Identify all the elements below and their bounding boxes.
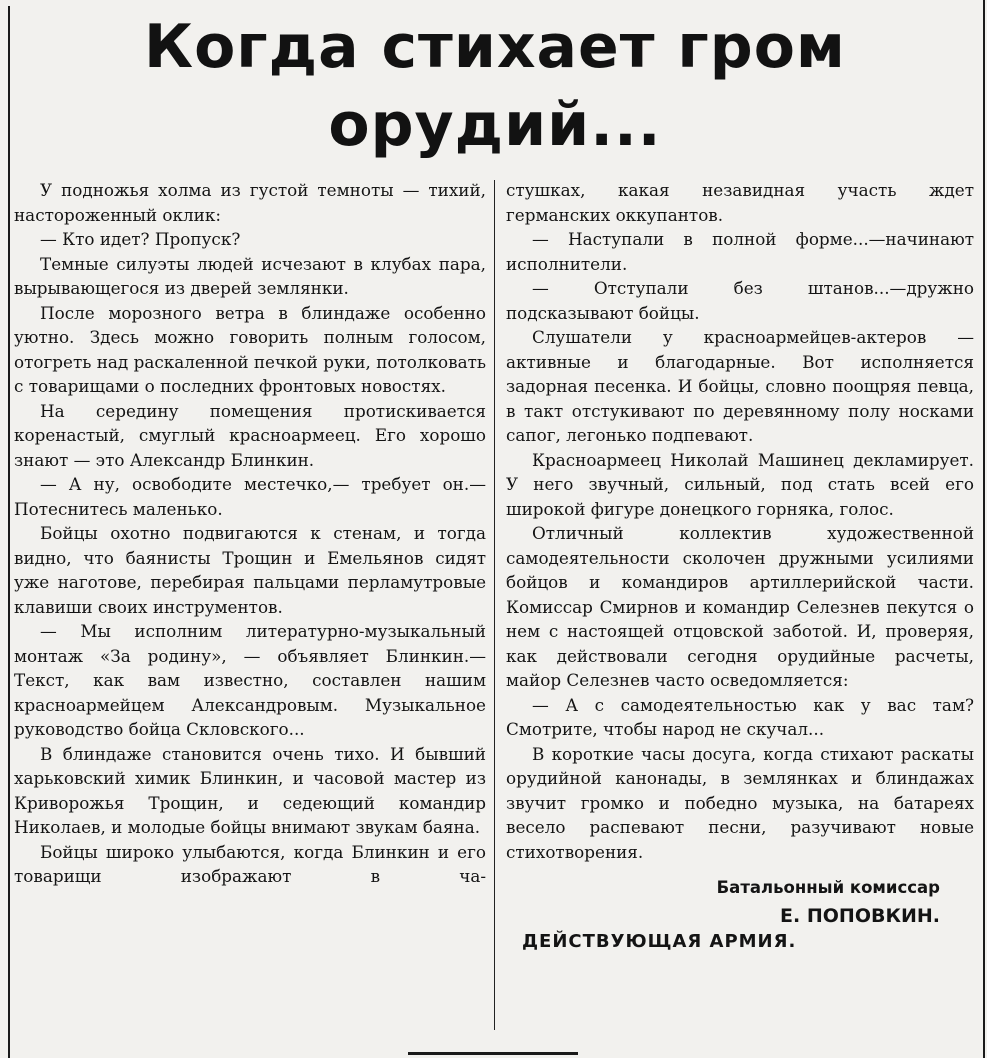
paragraph: Бойцы охотно подвигаются к стенам, и тогда видно, что баянисты Трощин и Емельянов сидят уже наготове, перебирая пальцами перламутровые клавиши своих инструментов.	[14, 523, 486, 617]
paragraph: Отличный коллектив художественной самодеятельности сколочен дружными усилиями бойцов и командиров артиллерийской части. Комиссар Смирнов и командир Селезнев пекутся о нем с настоящей отцовской заботой. И, проверяя, как действовали сегодня орудийные расчеты, майор Селезнев часто осведомляется:	[506, 523, 974, 690]
paragraph: — Мы исполним литературно-музыкальный монтаж «За родину», — объявляет Блинкин.— Текст, как вам известно, составлен нашим красноармейцем Александровым. Музыкальное руководство бойца Скловского...	[14, 621, 486, 739]
paragraph: — Кто идет? Пропуск?	[40, 229, 241, 249]
author-signature	[506, 874, 974, 954]
paragraph: У подножья холма из густой темноты — тихий, настороженный оклик:	[14, 180, 486, 225]
paragraph: Темные силуэты людей исчезают в клубах пара, вырывающегося из дверей землянки.	[14, 253, 486, 298]
paragraph: Бойцы широко улыбаются, когда Блинкин и его товарищи изображают в ча-	[14, 841, 486, 886]
bottom-rule	[408, 1052, 578, 1055]
left-border-rule	[8, 6, 10, 1058]
column-divider	[494, 180, 495, 1030]
article-headline: Когда стихает гром орудий...	[144, 12, 846, 160]
paragraph: Красноармеец Николай Машинец декламирует. У него звучный, сильный, под стать всей его широкой фигуре донецкого горняка, голос.	[506, 449, 974, 519]
paragraph: стушках, какая незавидная участь ждет германских оккупантов.	[506, 180, 974, 225]
signature-name: Е. ПОПОВКИН.	[780, 905, 940, 927]
paragraph: В блиндаже становится очень тихо. И бывший харьковский химик Блинкин, и часовой мастер из Криворожья Трощин, и седеющий командир Николаев, и молодые бойцы внимают звукам баяна.	[14, 743, 486, 837]
paragraph: — Отступали без штанов...—дружно подсказывают бойцы.	[506, 278, 974, 323]
signature-title: Батальонный комиссар	[716, 878, 940, 897]
paragraph: — А с самодеятельностью как у вас там? Смотрите, чтобы народ не скучал...	[506, 694, 974, 739]
right-border-rule	[983, 0, 985, 1058]
paragraph: Слушатели у красноармейцев-актеров — активные и благодарные. Вот исполняется задорная песенка. И бойцы, словно поощряя певца, в такт отстукивают по деревянному полу носками сапог, легонько подпевают.	[506, 327, 974, 445]
paragraph: — Наступали в полной форме...—начинают исполнители.	[506, 229, 974, 274]
left-column	[14, 178, 486, 889]
dateline: ДЕЙСТВУЮЩАЯ АРМИЯ.	[522, 931, 797, 952]
paragraph: — А ну, освободите местечко,— требует он.— Потеснитесь маленько.	[14, 474, 486, 519]
paragraph: После морозного ветра в блиндаже особенно уютно. Здесь можно говорить полным голосом, отогреть над раскаленной печкой руки, потолковать с товарищами о последних фронтовых новостях.	[14, 302, 486, 396]
paragraph: На середину помещения протискивается коренастый, смуглый красноармеец. Его хорошо знают — это Александр Блинкин.	[14, 400, 486, 470]
right-column	[506, 178, 974, 954]
paragraph: В короткие часы досуга, когда стихают раскаты орудийной канонады, в землянках и блиндажах звучит громко и победно музыка, на батареях весело распевают песни, разучивают новые стихотворения.	[506, 743, 974, 862]
